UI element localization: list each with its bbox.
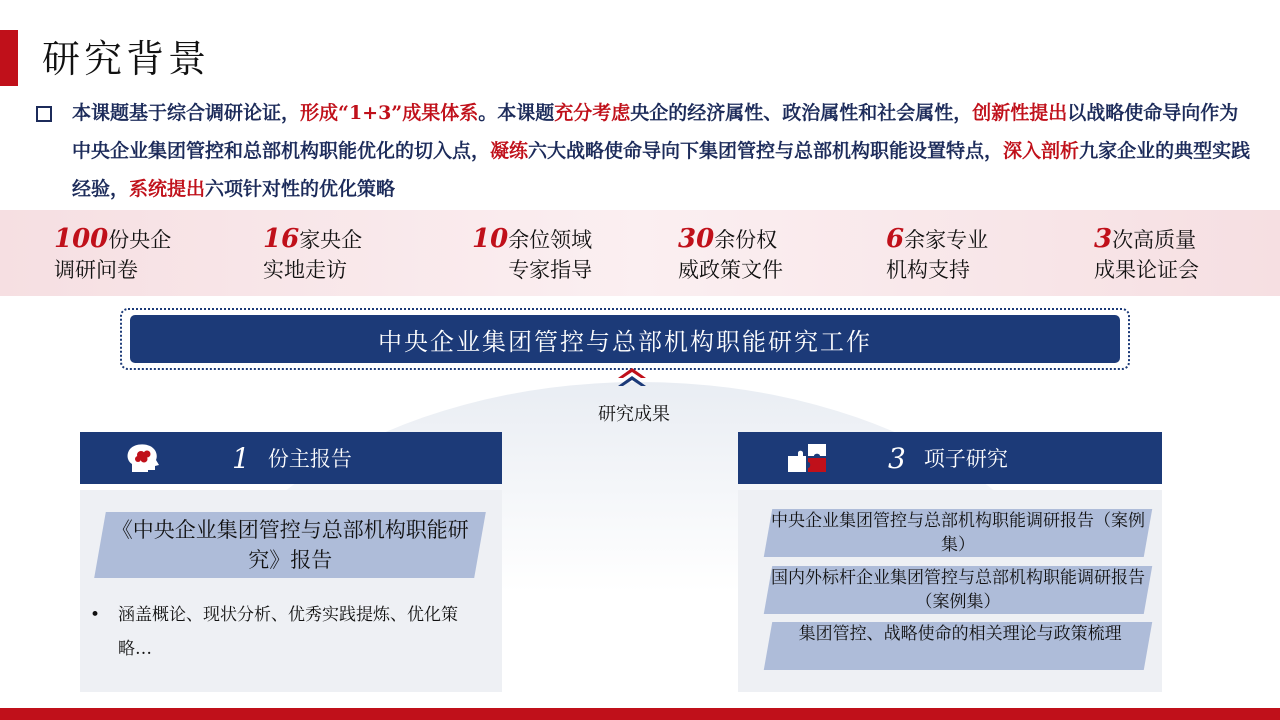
- result-label: 研究成果: [598, 404, 670, 425]
- main-report-label: 份主报告: [267, 447, 352, 471]
- intro-segment: 以战略使命导向作为中央企业集团管控和总部机构职能优化的切入点，: [72, 102, 1239, 162]
- sub-research-item: [764, 566, 1152, 614]
- main-report-bullet: [90, 598, 490, 666]
- stat-label: 余位领域: [508, 228, 593, 252]
- stat-number: 10: [472, 224, 509, 254]
- stat-experts: [472, 224, 592, 285]
- stat-documents: [678, 224, 783, 285]
- intro-segment: 。本课题: [478, 102, 555, 124]
- intro-highlight: 系统提出: [129, 178, 206, 200]
- stat-label-line2: 成果论证会: [1094, 258, 1199, 282]
- sub-research-header: [738, 432, 1162, 484]
- puzzle-icon: [786, 442, 826, 474]
- stat-reviews: [1094, 224, 1199, 285]
- main-report-count: 1: [232, 441, 250, 475]
- main-report-title: 《中央企业集团管控与总部机构职能研究》报告: [111, 518, 469, 572]
- stat-label: 余家专业: [904, 228, 989, 252]
- square-bullet-icon: [36, 106, 52, 122]
- stat-number: 16: [263, 224, 300, 254]
- stat-survey: [54, 224, 171, 285]
- footer-bar: [0, 708, 1280, 720]
- stat-visits: [263, 224, 362, 285]
- sub-research-count: 3: [888, 441, 906, 475]
- stat-institutions: [886, 224, 988, 285]
- sub-research-label: 项子研究: [923, 447, 1008, 471]
- stat-label: 家央企: [299, 228, 363, 252]
- stat-number: 3: [1094, 224, 1113, 254]
- intro-paragraph: [36, 94, 1256, 208]
- intro-text: [72, 94, 1256, 208]
- sub-research-item-text: 国内外标杆企业集团管控与总部机构职能调研报告（案例集）: [771, 568, 1145, 612]
- intro-highlight: 创新性提出: [972, 102, 1068, 124]
- sub-research-item-text: 中央企业集团管控与总部机构职能调研报告（案例集）: [771, 511, 1145, 555]
- page-title: 研究背景: [42, 37, 211, 81]
- intro-segment: 央企的经济属性、政治属性和社会属性，: [630, 102, 973, 124]
- intro-segment: 本课题基于综合调研论证，: [72, 102, 301, 124]
- intro-highlight: 凝练: [490, 140, 529, 162]
- intro-highlight: 充分考虑: [554, 102, 631, 124]
- bullet-dot: •: [90, 605, 101, 625]
- intro-segment: 六项针对性的优化策略: [205, 178, 396, 200]
- double-chevron-up-icon: [617, 366, 647, 390]
- stat-number: 6: [886, 224, 905, 254]
- intro-highlight: 形成“1+3”成果体系: [300, 102, 479, 124]
- intro-highlight: 深入剖析: [1003, 140, 1080, 162]
- stat-label: 份央企: [108, 228, 172, 252]
- stat-label-line2: 威政策文件: [678, 258, 783, 282]
- stat-label: 次高质量: [1112, 228, 1197, 252]
- stat-number: 100: [54, 224, 109, 254]
- stat-label-line2: 调研问卷: [54, 258, 138, 282]
- stat-label-line2: 实地走访: [263, 258, 347, 282]
- stat-number: 30: [678, 224, 715, 254]
- title-accent-bar: [0, 30, 18, 86]
- main-report-bullet-text: 涵盖概论、现状分析、优秀实践提炼、优化策略…: [118, 605, 458, 659]
- main-report-title-box: [94, 512, 486, 578]
- stats-band: [0, 210, 1280, 296]
- stat-label: 余份权: [714, 228, 778, 252]
- intro-segment: 九家企业的典型实践经验，: [72, 140, 1251, 200]
- intro-segment: 六大战略使命导向下集团管控与总部机构职能设置特点，: [528, 140, 1004, 162]
- sub-research-item-text: 集团管控、战略使命的相关理论与政策梳理: [798, 624, 1122, 644]
- sub-research-item: [764, 622, 1152, 670]
- main-title-bar: 中央企业集团管控与总部机构职能研究工作: [130, 315, 1120, 363]
- main-report-header: [80, 432, 502, 484]
- stat-label-line2: 专家指导: [508, 258, 593, 282]
- sub-research-item: [764, 509, 1152, 557]
- brain-head-icon: [124, 442, 164, 474]
- stat-label-line2: 机构支持: [886, 258, 970, 282]
